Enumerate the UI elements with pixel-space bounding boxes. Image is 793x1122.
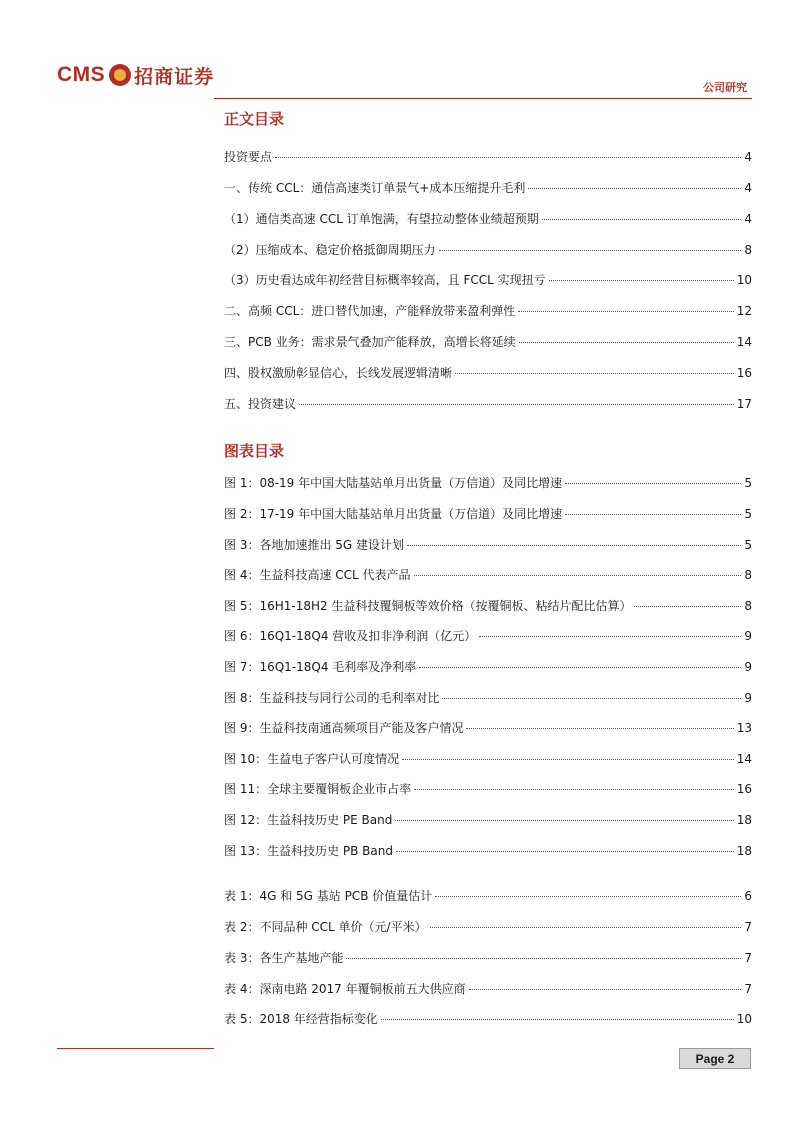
figure-entry-page: 9 [744,691,752,705]
toc-entry-label: 五、投资建议 [224,397,297,411]
figure-entry-label: 图 3：各地加速推出 5G 建设计划 [224,538,405,552]
report-type: 公司研究 [703,81,747,94]
figure-entry[interactable] [224,719,752,737]
figure-entry-page: 5 [744,538,752,552]
table-entry[interactable] [224,980,752,998]
figure-entry[interactable] [224,842,752,860]
dot-leader [407,545,741,546]
dot-leader [479,636,741,637]
table-entry-page: 10 [736,1012,752,1026]
toc-title: 正文目录 [224,110,285,128]
dot-leader [346,958,741,959]
figure-entry[interactable] [224,536,752,554]
table-entry-label: 表 1：4G 和 5G 基站 PCB 价值量估计 [224,889,433,903]
table-entry[interactable] [224,1010,752,1028]
toc-entry[interactable] [224,302,752,320]
figure-entry[interactable] [224,474,752,492]
table-entry[interactable] [224,887,752,905]
figure-entry[interactable] [224,658,752,676]
figure-entry-label: 图 9：生益科技南通高频项目产能及客户情况 [224,721,464,735]
dot-leader [402,759,734,760]
dot-leader [466,728,733,729]
toc-entry[interactable] [224,364,752,382]
figure-entry[interactable] [224,750,752,768]
toc-entry-page: 17 [736,397,752,411]
figures-title: 图表目录 [224,442,285,460]
figure-entry-page: 9 [744,629,752,643]
dot-leader [469,989,742,990]
dot-leader [565,514,741,515]
table-entry-page: 7 [744,982,752,996]
toc-entry-page: 12 [736,304,752,318]
toc-entry-page: 4 [744,150,752,164]
figure-entry-label: 图 4：生益科技高速 CCL 代表产品 [224,568,411,582]
toc-entry[interactable] [224,148,752,166]
toc-entry-page: 8 [744,243,752,257]
figure-entry-label: 图 10：生益电子客户认可度情况 [224,752,400,766]
dot-leader [549,280,734,281]
table-entry-page: 6 [744,889,752,903]
toc-entry-page: 10 [736,273,752,287]
dot-leader [419,667,741,668]
table-entry-label: 表 4：深南电路 2017 年覆铜板前五大供应商 [224,982,466,996]
figure-entry-label: 图 6：16Q1-18Q4 营收及扣非净利润（亿元） [224,629,477,643]
toc-entry[interactable] [224,241,752,259]
toc-entry-label: 三、PCB 业务：需求景气叠加产能释放，高增长将延续 [224,335,516,349]
figure-entry[interactable] [224,811,752,829]
figure-entry[interactable] [224,780,752,798]
toc-entry-label: 投资要点 [224,150,273,164]
toc-entry[interactable] [224,395,752,413]
table-entry-label: 表 5：2018 年经营指标变化 [224,1012,378,1026]
toc-entry[interactable] [224,179,752,197]
logo-text-cn: 招商证券 [134,65,215,88]
figure-entry-label: 图 1：08-19 年中国大陆基站单月出货量（万信道）及同比增速 [224,476,563,490]
dot-leader [634,606,741,607]
table-entry-label: 表 2：不同品种 CCL 单价（元/平米） [224,920,427,934]
toc-entry-label: （1）通信类高速 CCL 订单饱满，有望拉动整体业绩超预期 [224,212,539,226]
figure-entry[interactable] [224,689,752,707]
dot-leader [455,373,734,374]
figure-entry-page: 18 [736,844,752,858]
logo-text-en: CMS [57,63,106,86]
figure-entry-label: 图 2：17-19 年中国大陆基站单月出货量（万信道）及同比增速 [224,507,563,521]
dot-leader [542,219,742,220]
figure-entry-page: 13 [736,721,752,735]
dot-leader [395,820,733,821]
logo-emblem-icon [109,64,131,86]
toc-entry[interactable] [224,271,752,289]
figure-entry-label: 图 8：生益科技与同行公司的毛利率对比 [224,691,440,705]
dot-leader [396,851,734,852]
toc-entry-page: 16 [736,366,752,380]
dot-leader [435,896,741,897]
dot-leader [565,483,741,484]
dot-leader [528,188,741,189]
figure-entry-label: 图 12：生益科技历史 PE Band [224,813,393,827]
toc-entry-page: 4 [744,212,752,226]
header-divider [214,98,752,99]
figure-entry-page: 5 [744,476,752,490]
toc-entry-page: 14 [736,335,752,349]
dot-leader [299,404,734,405]
company-logo [57,60,214,90]
figure-entry[interactable] [224,597,752,615]
toc-entry-label: 二、高频 CCL：进口替代加速，产能释放带来盈利弹性 [224,304,516,318]
toc-entry-label: 一、传统 CCL：通信高速类订单景气+成本压缩提升毛利 [224,181,526,195]
figure-entry[interactable] [224,505,752,523]
figure-entry-page: 8 [744,599,752,613]
figure-entry-label: 图 7：16Q1-18Q4 毛利率及净利率 [224,660,417,674]
table-entry-label: 表 3：各生产基地产能 [224,951,344,965]
dot-leader [414,575,742,576]
figure-entry-page: 8 [744,568,752,582]
page-number: Page 2 [679,1048,751,1069]
toc-entry[interactable] [224,333,752,351]
figure-entry-label: 图 11：全球主要覆铜板企业市占率 [224,782,412,796]
figure-entry[interactable] [224,566,752,584]
figure-entry-page: 14 [736,752,752,766]
figure-entry-label: 图 5：16H1-18H2 生益科技覆铜板等效价格（按覆铜板、粘结片配比估算） [224,599,632,613]
table-entry-page: 7 [744,951,752,965]
dot-leader [275,157,741,158]
toc-entry[interactable] [224,210,752,228]
dot-leader [381,1019,734,1020]
table-entry[interactable] [224,918,752,936]
toc-entry-label: 四、股权激励彰显信心，长线发展逻辑清晰 [224,366,453,380]
figure-entry-page: 5 [744,507,752,521]
footer-divider [57,1048,214,1049]
dot-leader [439,250,742,251]
toc-entry-label: （3）历史看达成年初经营目标概率较高，且 FCCL 实现扭亏 [224,273,546,287]
dot-leader [414,789,734,790]
toc-entry-page: 4 [744,181,752,195]
dot-leader [442,698,741,699]
figure-entry-page: 9 [744,660,752,674]
dot-leader [430,927,742,928]
figure-entry-page: 18 [736,813,752,827]
figure-entry-label: 图 13：生益科技历史 PB Band [224,844,393,858]
figure-entry[interactable] [224,627,752,645]
figure-entry-page: 16 [736,782,752,796]
table-entry-page: 7 [744,920,752,934]
dot-leader [518,311,733,312]
toc-entry-label: （2）压缩成本、稳定价格抵御周期压力 [224,243,436,257]
dot-leader [519,342,734,343]
table-entry[interactable] [224,949,752,967]
